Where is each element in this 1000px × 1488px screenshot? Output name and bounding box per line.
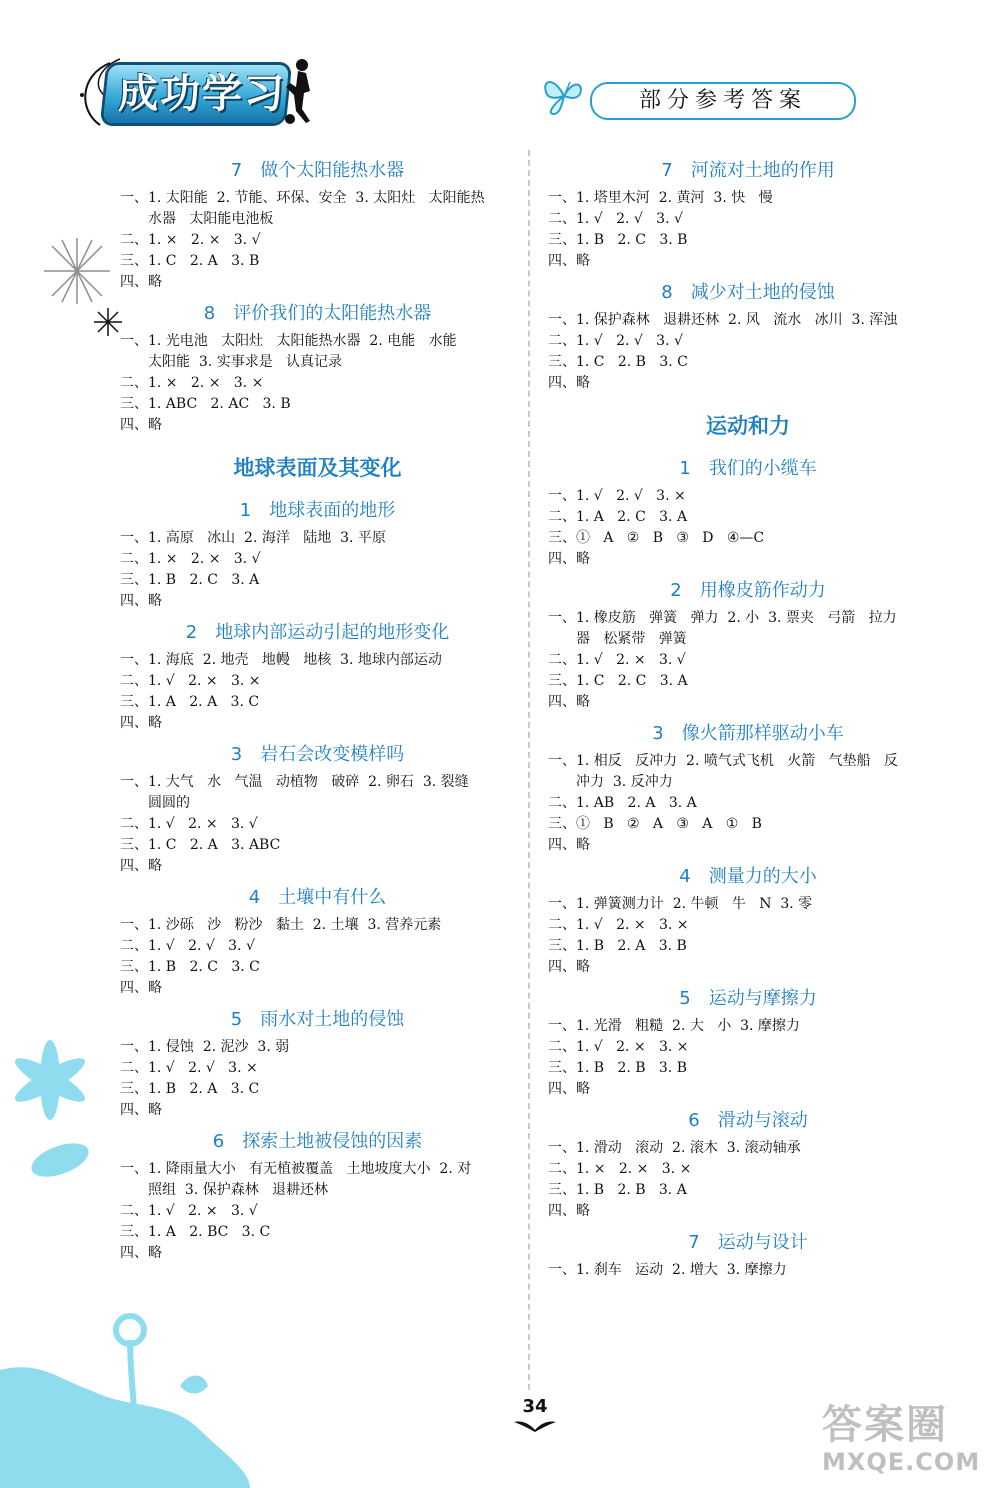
answer-line: 三、1. B 2. B 3. A	[548, 1182, 687, 1198]
lesson-name: 地球表面的地形	[269, 500, 396, 521]
page-ornament-icon	[512, 1418, 558, 1434]
answer-line: 三、1. C 2. B 3. C	[548, 354, 688, 370]
answer-line: 一、1. √ 2. √ 3. ×	[548, 488, 686, 504]
answer-line: 四、略	[120, 274, 162, 290]
lesson-title	[548, 452, 948, 486]
lesson-name: 测量力的大小	[708, 866, 817, 887]
answer-line: 一、1. 侵蚀 2. 泥沙 3. 弱	[120, 1039, 290, 1055]
lesson-name: 像火箭那样驱动小车	[681, 723, 844, 744]
column-divider	[528, 150, 530, 1390]
lesson-number: 7	[230, 160, 243, 181]
lesson-title	[548, 717, 948, 751]
answer-line: 四、略	[548, 253, 590, 269]
unit-title: 地球表面及其变化	[233, 456, 402, 480]
answer-line: 二、1. √ 2. × 3. ×	[548, 1039, 689, 1055]
answer-line: 一、1. 相反 反冲力 2. 喷气式飞机 火箭 气垫船 反	[548, 753, 898, 769]
lesson-number: 6	[212, 1131, 225, 1152]
answer-line: 三、1. A 2. BC 3. C	[120, 1224, 271, 1240]
lesson-number: 1	[239, 500, 252, 521]
answer-line: 四、略	[548, 694, 590, 710]
answer-line: 四、略	[548, 959, 590, 975]
answer-line: 三、① B ② A ③ A ① B	[548, 816, 762, 832]
lesson-title	[548, 574, 948, 608]
lesson-number: 5	[230, 1009, 243, 1030]
lesson-name: 探索土地被侵蚀的因素	[242, 1131, 423, 1152]
answer-line: 二、1. √ 2. × 3. √	[120, 1203, 258, 1219]
watermark-cn: 答案圈	[822, 1402, 948, 1448]
lesson-name: 评价我们的太阳能热水器	[233, 303, 432, 324]
lesson-number: 7	[661, 160, 673, 181]
answer-line: 一、1. 滑动 滚动 2. 滚木 3. 滚动轴承	[548, 1140, 801, 1156]
lesson-name: 用橡皮筋作动力	[699, 580, 826, 601]
lesson-title	[548, 982, 948, 1016]
answer-line: 一、1. 沙砾 沙 粉沙 黏土 2. 土壤 3. 营养元素	[120, 917, 442, 933]
lesson-number: 3	[230, 744, 243, 765]
left-column	[120, 150, 515, 1264]
answer-line: 照组 3. 保护森林 退耕还林	[148, 1182, 329, 1198]
right-column	[548, 150, 948, 1281]
lesson-title	[548, 1104, 948, 1138]
answer-section	[548, 860, 948, 978]
answer-line: 一、1. 刹车 运动 2. 增大 3. 摩擦力	[548, 1262, 787, 1278]
lesson-name: 土壤中有什么	[278, 887, 387, 908]
answer-line: 四、略	[548, 1203, 590, 1219]
answer-line: 器 松紧带 弹簧	[576, 631, 687, 647]
answer-line: 二、1. √ 2. √ 3. √	[548, 211, 683, 227]
lesson-title	[120, 1125, 515, 1159]
answer-section	[120, 154, 515, 293]
lesson-name: 我们的小缆车	[708, 458, 817, 479]
answer-line: 四、略	[120, 715, 162, 731]
answer-line: 一、1. 弹簧测力计 2. 牛顿 牛 N 3. 零	[548, 896, 813, 912]
watermark	[822, 1402, 990, 1484]
lesson-name: 河流对土地的作用	[690, 160, 835, 181]
answer-section	[120, 616, 515, 734]
page-number: 34	[522, 1396, 548, 1417]
lesson-number: 4	[679, 866, 691, 887]
answer-line: 水器 太阳能电池板	[148, 211, 274, 227]
answer-line: 三、1. B 2. C 3. B	[548, 232, 688, 248]
answers-section-label: 部分参考答案	[590, 82, 856, 120]
lesson-number: 6	[688, 1110, 700, 1131]
lesson-name: 减少对土地的侵蚀	[690, 282, 835, 303]
lesson-number: 3	[652, 723, 664, 744]
answer-section	[548, 982, 948, 1100]
lesson-number: 5	[679, 988, 691, 1009]
lesson-number: 1	[679, 458, 691, 479]
answer-line: 二、1. AB 2. A 3. A	[548, 795, 697, 811]
answer-line: 三、1. B 2. A 3. C	[120, 1081, 260, 1097]
lesson-title	[120, 616, 515, 650]
answer-line: 二、1. × 2. × 3. ×	[548, 1161, 692, 1177]
butterfly-icon	[540, 74, 588, 118]
watermark-en: MXQE.COM	[822, 1448, 981, 1476]
lesson-title	[548, 154, 948, 188]
lesson-title	[120, 494, 515, 528]
sparkle-icon	[42, 236, 112, 306]
answer-line: 四、略	[120, 1102, 162, 1118]
lesson-number: 2	[670, 580, 682, 601]
lesson-title	[120, 881, 515, 915]
answer-line: 四、略	[120, 593, 162, 609]
answer-line: 三、1. A 2. A 3. C	[120, 694, 260, 710]
answer-line: 二、1. √ 2. √ 3. ×	[120, 1060, 258, 1076]
answer-line: 四、略	[120, 417, 162, 433]
answer-line: 二、1. √ 2. × 3. √	[120, 816, 258, 832]
answer-line: 一、1. 橡皮筋 弹簧 弹力 2. 小 3. 票夹 弓箭 拉力	[548, 610, 897, 626]
answer-line: 二、1. √ 2. √ 3. √	[120, 938, 255, 954]
answer-line: 二、1. × 2. × 3. √	[120, 232, 261, 248]
answer-line: 一、1. 光滑 粗糙 2. 大 小 3. 摩擦力	[548, 1018, 800, 1034]
answer-line: 三、1. B 2. C 3. A	[120, 572, 260, 588]
answer-line: 三、1. C 2. A 3. B	[120, 253, 260, 269]
answer-line: 一、1. 降雨量大小 有无植被覆盖 土地坡度大小 2. 对	[120, 1161, 472, 1177]
soccer-player-icon	[280, 57, 316, 127]
answer-line: 三、1. B 2. A 3. B	[548, 938, 687, 954]
answer-line: 一、1. 大气 水 气温 动植物 破碎 2. 卵石 3. 裂缝	[120, 774, 469, 790]
answer-line: 二、1. × 2. × 3. ×	[120, 375, 264, 391]
answer-line: 太阳能 3. 实事求是 认真记录	[148, 354, 343, 370]
answer-section	[120, 738, 515, 877]
flower-decoration-icon	[0, 1020, 120, 1200]
lesson-number: 4	[248, 887, 261, 908]
answer-line: 四、略	[548, 837, 590, 853]
landscape-decoration-icon	[0, 1300, 250, 1488]
answer-line: 一、1. 保护森林 退耕还林 2. 风 流水 冰川 3. 浑浊	[548, 312, 898, 328]
answer-line: 二、1. A 2. C 3. A	[548, 509, 688, 525]
answer-section	[548, 154, 948, 272]
lesson-name: 岩石会改变模样吗	[260, 744, 405, 765]
answer-line: 三、1. C 2. A 3. ABC	[120, 837, 281, 853]
lesson-number: 2	[185, 622, 198, 643]
answer-line: 一、1. 海底 2. 地壳 地幔 地核 3. 地球内部运动	[120, 652, 442, 668]
answer-section	[120, 1125, 515, 1264]
answer-line: 一、1. 塔里木河 2. 黄河 3. 快 慢	[548, 190, 773, 206]
answer-line: 三、1. ABC 2. AC 3. B	[120, 396, 291, 412]
lesson-title	[120, 738, 515, 772]
answer-line: 一、1. 太阳能 2. 节能、环保、安全 3. 太阳灶 太阳能热	[120, 190, 485, 206]
answer-section	[120, 494, 515, 612]
answer-line: 二、1. √ 2. × 3. ×	[548, 917, 689, 933]
answer-line: 四、略	[120, 1245, 162, 1261]
answer-line: 四、略	[120, 858, 162, 874]
answer-line: 圆圆的	[148, 795, 190, 811]
answer-line: 三、1. C 2. C 3. A	[548, 673, 688, 689]
lesson-title	[120, 297, 515, 331]
lesson-title	[548, 1226, 948, 1260]
lesson-title	[120, 1003, 515, 1037]
lesson-number: 8	[661, 282, 673, 303]
answer-line: 冲力 3. 反冲力	[576, 774, 673, 790]
lesson-title	[120, 154, 515, 188]
lesson-number: 8	[203, 303, 216, 324]
lesson-name: 做个太阳能热水器	[260, 160, 405, 181]
answer-section	[548, 1104, 948, 1222]
lesson-name: 运动与摩擦力	[708, 988, 817, 1009]
answer-line: 二、1. √ 2. √ 3. √	[548, 333, 683, 349]
answer-line: 三、1. B 2. B 3. B	[548, 1060, 687, 1076]
answer-section	[120, 1003, 515, 1121]
answer-line: 四、略	[548, 1081, 590, 1097]
lesson-title	[548, 860, 948, 894]
lesson-name: 运动与设计	[717, 1232, 808, 1253]
answer-line: 三、1. B 2. C 3. C	[120, 959, 260, 975]
answer-section	[548, 452, 948, 570]
answer-line: 二、1. √ 2. × 3. ×	[120, 673, 261, 689]
lesson-number: 7	[688, 1232, 700, 1253]
lesson-name: 雨水对土地的侵蚀	[260, 1009, 405, 1030]
answer-line: 一、1. 高原 冰山 2. 海洋 陆地 3. 平原	[120, 530, 386, 546]
answer-section	[548, 717, 948, 856]
lesson-title	[548, 276, 948, 310]
answer-line: 四、略	[548, 551, 590, 567]
brand-title: 成功学习	[118, 71, 286, 117]
lesson-name: 滑动与滚动	[717, 1110, 808, 1131]
unit-title: 运动和力	[706, 414, 790, 438]
answer-line: 四、略	[120, 980, 162, 996]
answer-line: 一、1. 光电池 太阳灶 太阳能热水器 2. 电能 水能	[120, 333, 457, 349]
lesson-name: 地球内部运动引起的地形变化	[215, 622, 450, 643]
answer-section	[120, 881, 515, 999]
answer-section	[120, 297, 515, 436]
answer-section	[548, 1226, 948, 1281]
answer-section	[548, 276, 948, 394]
answer-line: 二、1. × 2. × 3. √	[120, 551, 261, 567]
brand-logo	[70, 55, 310, 135]
answer-line: 三、① A ② B ③ D ④—C	[548, 530, 765, 546]
answer-line: 二、1. √ 2. × 3. √	[548, 652, 686, 668]
answer-section	[548, 574, 948, 713]
answer-line: 四、略	[548, 375, 590, 391]
